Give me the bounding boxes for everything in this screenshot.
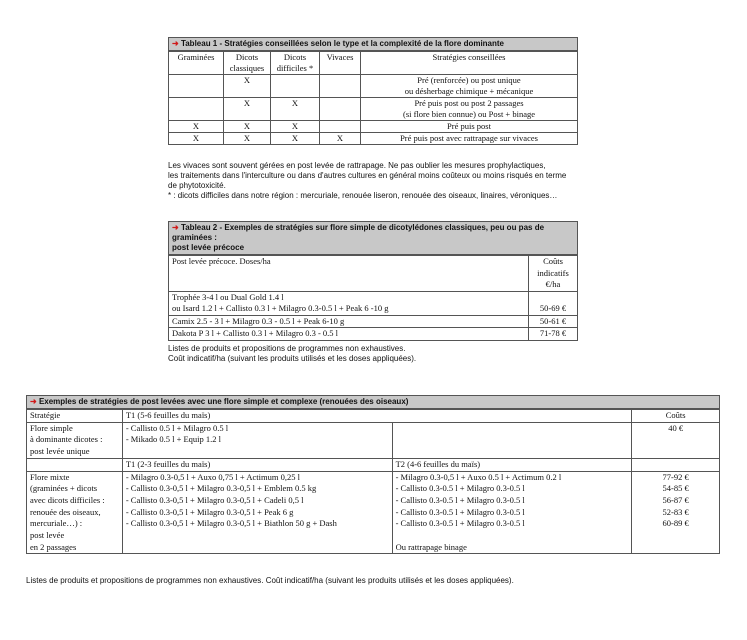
strategy-cell: Pré puis post bbox=[361, 121, 578, 133]
table-cell: X bbox=[224, 75, 271, 98]
table2-grid bbox=[168, 255, 578, 341]
cost-cell: 71-78 € bbox=[529, 328, 578, 341]
table-cell bbox=[169, 98, 224, 121]
table2-notes: Listes de produits et propositions de programmes non exhaustives. Coût indicatif/ha (suivant les produits utilisés et les doses appliquées). bbox=[168, 344, 417, 363]
t1-cell: - Milagro 0.3-0,5 l + Auxo 0,75 l + Actimum 0,25 l - Callisto 0.3-0,5 l + Milagro 0.3-0,5 l + Emblem 0.5 kg - Callisto 0.3-0,5 l + Milagro 0.3-0,5 l + Cadeli 0,5 l - Callisto 0.3-0,5 l + Milagro 0.3-0,5 l + Peak 6 g - Callisto 0.3-0,5 l + Milagro 0.3-0,5 l + Biathlon 50 g + Dash bbox=[122, 471, 392, 554]
table-row bbox=[169, 291, 578, 315]
table3-note: Listes de produits et propositions de programmes non exhaustives. Coût indicatif/ha (suivant les produits utilisés et les doses appliquées). bbox=[26, 576, 514, 585]
table-cell: X bbox=[271, 98, 320, 121]
table1 bbox=[168, 37, 578, 145]
strategy-label: Flore simple à dominante dicotes : post levée unique bbox=[27, 422, 123, 458]
table-header-row bbox=[169, 52, 578, 75]
table-row bbox=[27, 471, 720, 554]
cost-cell: 40 € bbox=[632, 422, 720, 458]
col-header: T1 (2-3 feuilles du maïs) bbox=[122, 458, 392, 471]
col-header: T1 (5-6 feuilles du maïs) bbox=[122, 410, 631, 423]
strategy-label: Flore mixte (graminées + dicots avec dicots difficiles : renouée des oiseaux, mercuriale…) : post levée en 2 passages bbox=[27, 471, 123, 554]
table-cell: X bbox=[320, 133, 361, 145]
table-cell: X bbox=[271, 121, 320, 133]
table1-caption: ➜ Tableau 1 - Stratégies conseillées selon le type et la complexité de la flore dominante bbox=[168, 37, 578, 51]
table2 bbox=[168, 221, 578, 341]
table-row bbox=[169, 121, 578, 133]
cost-header: Coûts indicatifs €/ha bbox=[529, 256, 578, 292]
arrow-icon: ➜ bbox=[172, 223, 179, 232]
table-row bbox=[169, 315, 578, 328]
table-cell: X bbox=[169, 121, 224, 133]
col-header: Dicots classiques bbox=[224, 52, 271, 75]
table3-grid bbox=[26, 409, 720, 554]
col-header: Post levée précoce. Doses/ha bbox=[169, 256, 529, 292]
table-row bbox=[169, 328, 578, 341]
table-cell: Dakota P 3 l + Callisto 0.3 l + Milagro 0.3 - 0.5 l bbox=[169, 328, 529, 341]
table3-caption: ➜ Exemples de stratégies de post levées avec une flore simple et complexe (renouées des oiseaux) bbox=[26, 395, 720, 409]
table-header-row bbox=[169, 256, 578, 292]
arrow-icon: ➜ bbox=[172, 39, 179, 48]
table-cell: X bbox=[271, 133, 320, 145]
table-cell: X bbox=[169, 133, 224, 145]
col-header: Stratégie bbox=[27, 410, 123, 423]
empty-cell bbox=[27, 458, 123, 471]
col-header: Graminées bbox=[169, 52, 224, 75]
col-header: Dicots difficiles * bbox=[271, 52, 320, 75]
table1-notes: Les vivaces sont souvent gérées en post levée de rattrapage. Ne pas oublier les mesures prophylactiques, les traitements dans l'interculture ou dans d'autres cultures en général moins coûteux ou moins risqués en terme de phytotoxicité. * : dicots difficiles dans notre région : mercuriale, renouée liseron, renouée des oiseaux, linaires, véroniques… bbox=[168, 161, 567, 200]
arrow-icon: ➜ bbox=[30, 397, 37, 406]
cost-cell: 50-61 € bbox=[529, 315, 578, 328]
col-header: T2 (4-6 feuilles du maïs) bbox=[392, 458, 632, 471]
t2-cell: - Milagro 0.3-0,5 l + Auxo 0.5 l + Actimum 0.2 l - Callisto 0.3-0.5 l + Milagro 0.3-0.5 l - Callisto 0.3-0.5 l + Milagro 0.3-0.5 l - Callisto 0.3-0.5 l + Milagro 0.3-0.5 l - Callisto 0.3-0.5 l + Milagro 0.3-0.5 l Ou rattrapage binage bbox=[392, 471, 632, 554]
table3 bbox=[26, 395, 720, 554]
empty-cell bbox=[392, 422, 632, 458]
strategy-cell: Pré puis post ou post 2 passages (si flore bien connue) ou Post + binage bbox=[361, 98, 578, 121]
subheader-row bbox=[27, 458, 720, 471]
table-row bbox=[169, 75, 578, 98]
col-header: Coûts bbox=[632, 410, 720, 423]
table-cell: Camix 2.5 - 3 l + Milagro 0.3 - 0.5 l + Peak 6-10 g bbox=[169, 315, 529, 328]
table-cell: X bbox=[224, 98, 271, 121]
table-cell: Trophée 3-4 l ou Dual Gold 1.4 l ou Isard 1.2 l + Callisto 0.3 l + Milagro 0.3-0.5 l + Peak 6 -10 g bbox=[169, 291, 529, 315]
col-header: Vivaces bbox=[320, 52, 361, 75]
table-cell: X bbox=[224, 133, 271, 145]
table-cell bbox=[169, 75, 224, 98]
strategy-cell: Pré (renforcée) ou post unique ou désherbage chimique + mécanique bbox=[361, 75, 578, 98]
table2-caption: ➜ Tableau 2 - Exemples de stratégies sur flore simple de dicotylédones classiques, peu ou pas de graminées : post levée précoce bbox=[168, 221, 578, 255]
t1-cell: - Callisto 0.5 l + Milagro 0.5 l - Mikado 0.5 l + Equip 1.2 l bbox=[122, 422, 392, 458]
table-cell bbox=[271, 75, 320, 98]
col-header: Stratégies conseillées bbox=[361, 52, 578, 75]
strategy-cell: Pré puis post avec rattrapage sur vivaces bbox=[361, 133, 578, 145]
table-row bbox=[169, 133, 578, 145]
cost-cell: 77-92 € 54-85 € 56-87 € 52-83 € 60-89 € bbox=[632, 471, 720, 554]
table-cell bbox=[320, 75, 361, 98]
table-row bbox=[169, 98, 578, 121]
table-cell: X bbox=[224, 121, 271, 133]
table-cell bbox=[320, 121, 361, 133]
empty-cell bbox=[632, 458, 720, 471]
table-row bbox=[27, 422, 720, 458]
table-cell bbox=[320, 98, 361, 121]
cost-cell: 50-69 € bbox=[529, 291, 578, 315]
table1-grid bbox=[168, 51, 578, 145]
table-header-row bbox=[27, 410, 720, 423]
